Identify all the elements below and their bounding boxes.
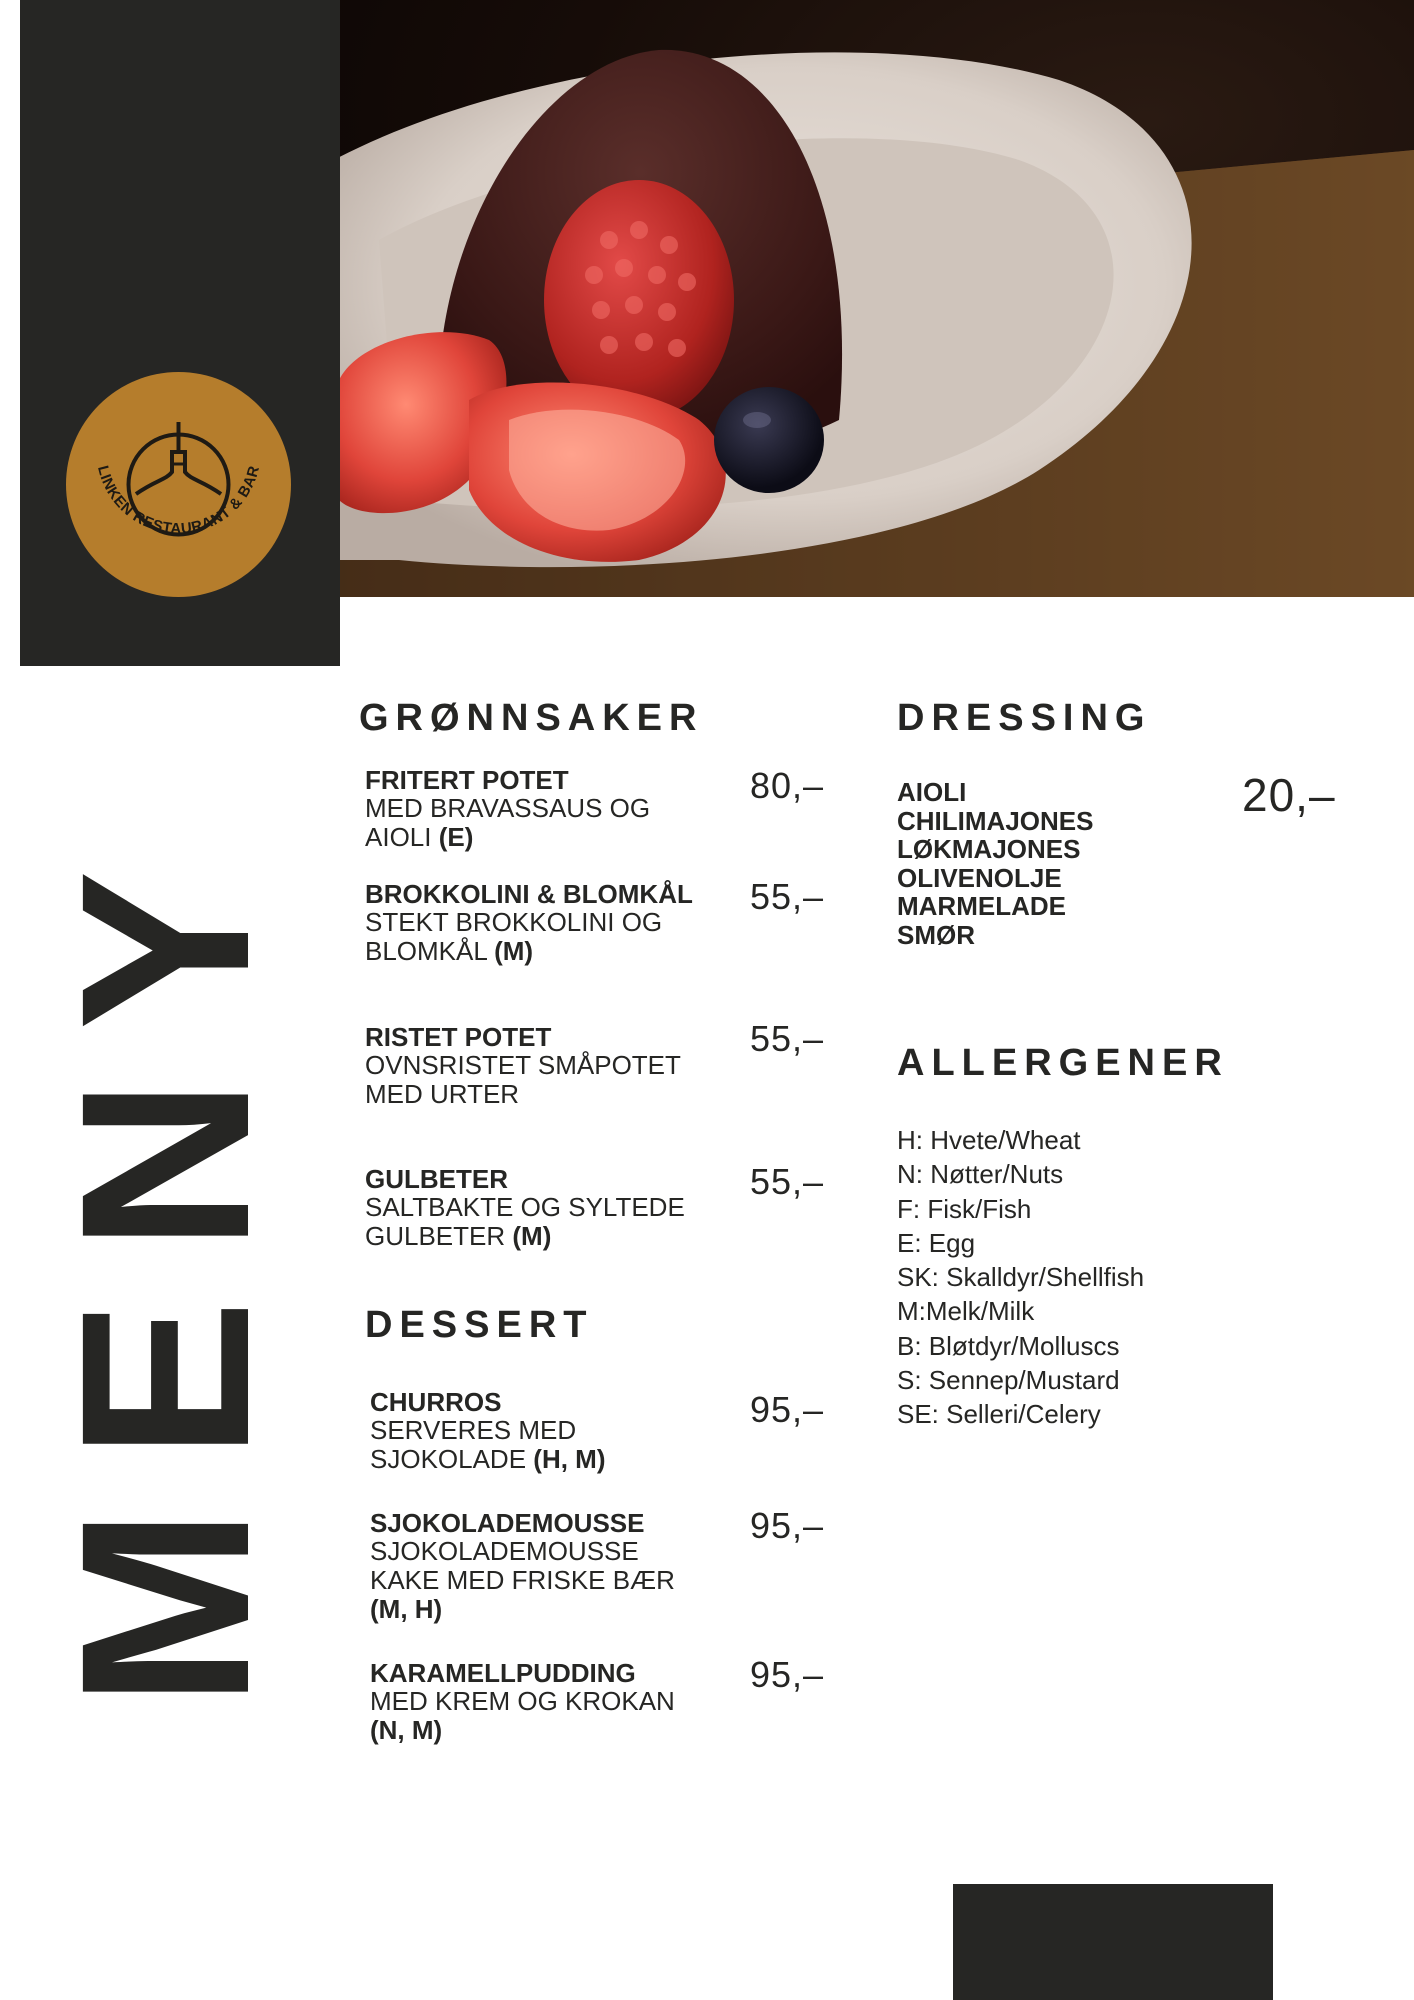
list-item: S: Sennep/Mustard xyxy=(897,1365,1120,1396)
allergen-list xyxy=(897,1123,1144,1432)
dressing-list xyxy=(897,778,1093,949)
footer-block xyxy=(953,1884,1273,2000)
list-item: F: Fisk/Fish xyxy=(897,1193,1032,1224)
item-name: RISTET POTET xyxy=(365,1022,552,1052)
section-title-dressing: DRESSING xyxy=(897,697,1152,739)
list-item: LØKMAJONES xyxy=(897,834,1081,864)
logo-text: LINKEN RESTAURANT & BAR xyxy=(94,463,264,538)
item-price: 55,– xyxy=(750,1018,825,1059)
item-name: SJOKOLADEMOUSSE xyxy=(370,1508,645,1538)
list-item: SMØR xyxy=(897,919,975,950)
item-allergens: (N, M) xyxy=(370,1715,443,1745)
menu-item xyxy=(370,1509,750,1624)
item-name: GULBETER xyxy=(365,1164,508,1194)
menu-item xyxy=(365,766,745,852)
item-price: 55,– xyxy=(750,876,825,917)
list-item: N: Nøtter/Nuts xyxy=(897,1159,1064,1190)
hero-dessert-photo xyxy=(339,0,1414,597)
item-desc: SALTBAKTE OG SYLTEDE GULBETER xyxy=(365,1192,685,1251)
menu-item xyxy=(370,1388,750,1474)
item-allergens: (M, H) xyxy=(370,1594,443,1624)
section-title-gronnsaker: GRØNNSAKER xyxy=(359,697,704,739)
item-desc: STEKT BROKKOLINI OG BLOMKÅL xyxy=(365,907,663,966)
item-price: 80,– xyxy=(750,765,825,806)
item-allergens: (M) xyxy=(512,1221,552,1251)
item-desc: SJOKOLADEMOUSSE KAKE MED FRISKE BÆR xyxy=(370,1536,675,1595)
page-title-text: MENY xyxy=(31,822,299,1708)
list-item: AIOLI xyxy=(897,777,967,807)
item-name: CHURROS xyxy=(370,1387,502,1417)
item-name: KARAMELLPUDDING xyxy=(370,1658,636,1688)
menu-item xyxy=(370,1659,750,1745)
list-item: H: Hvete/Wheat xyxy=(897,1125,1081,1155)
item-allergens: (H, M) xyxy=(533,1444,606,1474)
restaurant-logo xyxy=(66,372,291,597)
list-item: SK: Skalldyr/Shellfish xyxy=(897,1262,1145,1293)
item-price: 95,– xyxy=(750,1654,825,1695)
menu-item xyxy=(365,1023,745,1109)
section-title-allergener: ALLERGENER xyxy=(897,1042,1229,1084)
item-price: 95,– xyxy=(750,1505,825,1546)
menu-item xyxy=(365,880,745,966)
section-title-dessert: DESSERT xyxy=(365,1304,594,1346)
item-price: 95,– xyxy=(750,1389,825,1430)
item-allergens: (M) xyxy=(494,936,534,966)
list-item: OLIVENOLJE xyxy=(897,862,1062,893)
item-desc: OVNSRISTET SMÅPOTET MED URTER xyxy=(365,1050,681,1109)
item-allergens: (E) xyxy=(438,822,474,852)
item-desc: MED KREM OG KROKAN xyxy=(370,1686,675,1716)
dressing-price: 20,– xyxy=(1242,769,1336,821)
list-item: MARMELADE xyxy=(897,891,1066,921)
item-desc: MED BRAVASSAUS OG AIOLI xyxy=(365,793,651,852)
item-desc: SERVERES MED SJOKOLADE xyxy=(370,1415,577,1474)
list-item: SE: Selleri/Celery xyxy=(897,1399,1101,1430)
page-title xyxy=(31,810,299,1720)
list-item: M:Melk/Milk xyxy=(897,1296,1035,1327)
item-price: 55,– xyxy=(750,1161,825,1202)
list-item: E: Egg xyxy=(897,1227,976,1258)
item-name: FRITERT POTET xyxy=(365,765,569,795)
item-name: BROKKOLINI & BLOMKÅL xyxy=(365,879,693,909)
menu-item xyxy=(365,1165,745,1251)
list-item: B: Bløtdyr/Molluscs xyxy=(897,1330,1120,1361)
list-item: CHILIMAJONES xyxy=(897,805,1094,836)
